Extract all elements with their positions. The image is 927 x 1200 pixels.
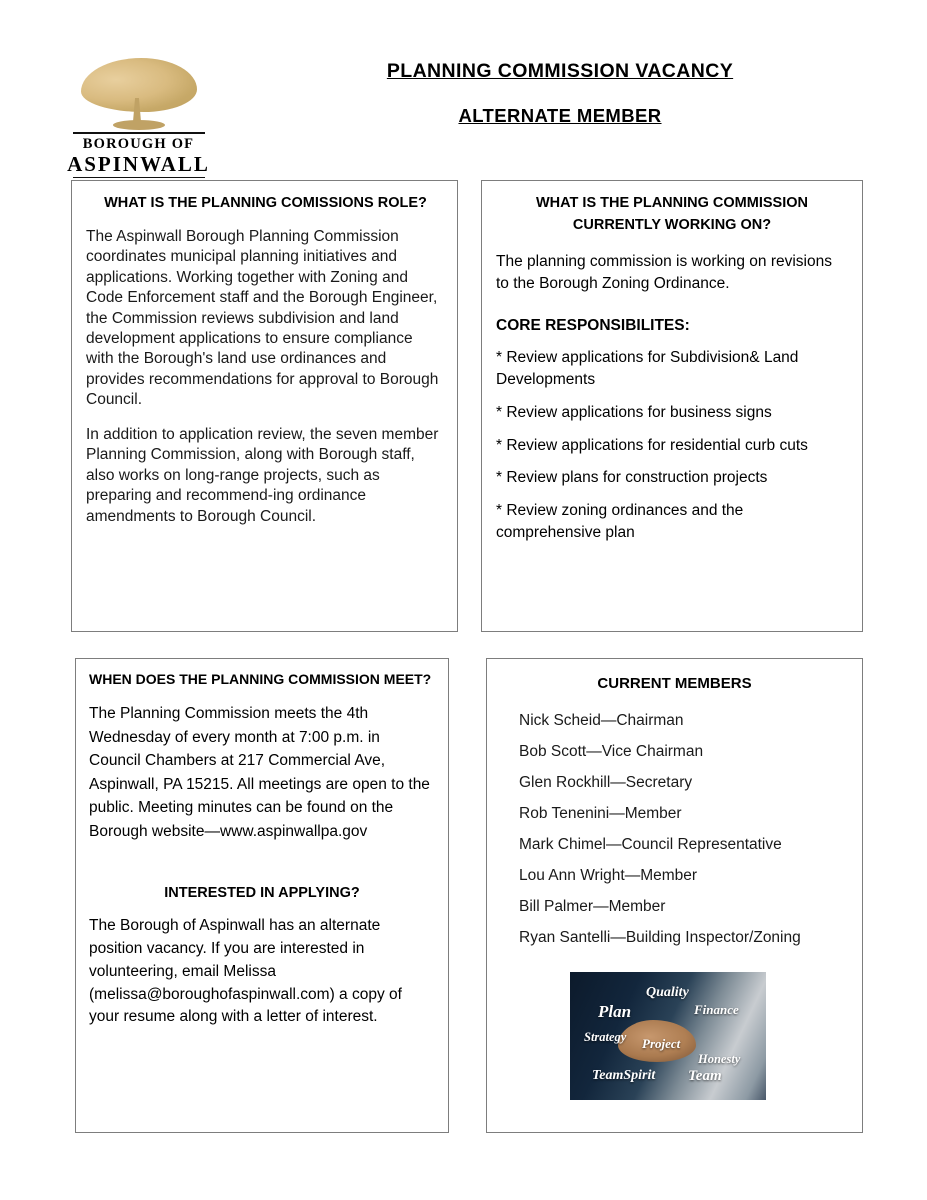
tree-icon [69, 58, 209, 130]
list-item: Ryan Santelli—Building Inspector/Zoning [519, 929, 801, 947]
planning-commission-role-box [71, 180, 458, 632]
list-item: Lou Ann Wright—Member [519, 866, 698, 884]
members-list [503, 712, 846, 948]
logo-divider-bottom [73, 177, 205, 179]
logo-divider-top [73, 132, 205, 134]
image-word-strategy: Strategy [584, 1030, 627, 1044]
working-box-title [496, 193, 848, 237]
document-header [0, 40, 927, 176]
members-box-title: CURRENT MEMBERS [597, 675, 752, 692]
interested-in-applying-heading: INTERESTED IN APPLYING? [164, 885, 360, 902]
list-item: * Review applications for business signs [496, 403, 772, 421]
core-responsibilities-list [496, 347, 848, 543]
list-item: * Review plans for construction projects [496, 469, 768, 487]
list-item: * Review zoning ordinances and the comprehensive plan [496, 501, 744, 541]
borough-logo [66, 58, 211, 183]
list-item: Bob Scott—Vice Chairman [519, 742, 704, 760]
meet-box-title: WHEN DOES THE PLANNING COMMISSION MEET? [89, 671, 432, 687]
currently-working-on-box [481, 180, 863, 632]
working-title-line2: CURRENTLY WORKING ON? [572, 216, 772, 233]
image-word-quality: Quality [646, 985, 689, 1000]
image-word-teamspirit: TeamSpirit [592, 1068, 656, 1083]
image-word-honesty: Honesty [698, 1052, 741, 1066]
role-box-body [86, 227, 443, 527]
list-item: Glen Rockhill—Secretary [519, 773, 693, 791]
list-item: Rob Tenenini—Member [519, 804, 682, 822]
list-item: Nick Scheid—Chairman [519, 711, 684, 729]
role-paragraph-1: The Aspinwall Borough Planning Commission coordinates municipal planning initiatives and applications. Working together with Zoning and Code Enforcement staff and the Borough Engineer, the Commission reviews subdivision and land development applications to ensure compliance with the Borough's land use ordinances and provides recommendations for approval to Borough Council. [86, 227, 439, 409]
core-responsibilities-heading: CORE RESPONSIBILITES: [496, 317, 690, 335]
role-box-title: WHAT IS THE PLANNING COMISSIONS ROLE? [104, 195, 427, 211]
working-title-line1: WHAT IS THE PLANNING COMMISSION [535, 195, 808, 211]
meet-box-body: The Planning Commission meets the 4th Wednesday of every month at 7:00 p.m. in Council Chambers at 217 Commercial Ave, Aspinwall, PA 15215. All meetings are open to the public. Meeting minutes can be found on the Borough website—www.aspinwallpa.gov [89, 705, 430, 840]
working-intro-text: The planning commission is working on revisions to the Borough Zoning Ordinance. [496, 252, 832, 292]
meeting-info-box [75, 658, 449, 1133]
image-word-project: Project [642, 1036, 681, 1051]
title-subtitle: ALTERNATE MEMBER [458, 105, 662, 126]
list-item: Bill Palmer—Member [519, 898, 666, 916]
image-word-finance: Finance [694, 1002, 739, 1017]
title-main: PLANNING COMMISSION VACANCY [386, 60, 734, 82]
list-item: * Review applications for Subdivision& Land Developments [496, 349, 799, 389]
page-title [240, 60, 880, 127]
image-word-team: Team [688, 1068, 722, 1084]
current-members-box [486, 658, 863, 1133]
list-item: Mark Chimel—Council Representative [519, 835, 782, 853]
apply-instructions-text: The Borough of Aspinwall has an alternate position vacancy. If you are interested in volunteering, email Melissa (melissa@boroughofaspinwall.com) a copy of your resume along with a letter of interest. [89, 917, 402, 1026]
image-word-plan: Plan [598, 1002, 632, 1021]
logo-line1: BOROUGH OF [82, 136, 195, 152]
logo-line2: ASPINWALL [67, 151, 210, 176]
role-paragraph-2: In addition to application review, the seven member Planning Commission, along with Borough staff, also works on long-range projects, such as preparing and recommend-ing ordinance amendments to Borough Council. [86, 425, 439, 525]
teamwork-concept-image [570, 972, 766, 1100]
list-item: * Review applications for residential curb cuts [496, 436, 808, 454]
